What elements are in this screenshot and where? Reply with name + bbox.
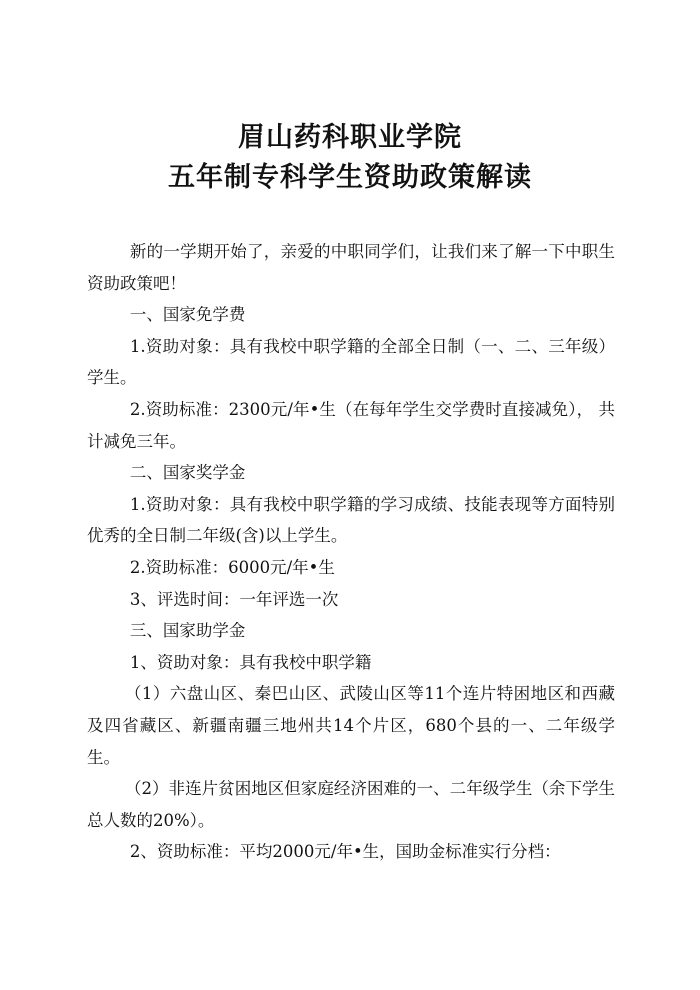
- grant-eligibility-paragraph: 1、资助对象：具有我校中职学籍: [129, 652, 372, 672]
- scholarship-standard-paragraph: 2.资助标准：6000元/年•生: [129, 557, 335, 577]
- document-title: [0, 118, 700, 198]
- grant-eligibility-item-1: （1）六盘山区、秦巴山区、武陵山区等11个连片特困地区和西藏及四省藏区、新疆南疆三地州共14个片区，680个县的一、二年级学生。: [87, 684, 615, 767]
- document-body: [87, 236, 615, 868]
- title-policy-name: 五年制专科学生资助政策解读: [168, 162, 532, 193]
- section-heading-scholarship: 二、国家奖学金: [129, 463, 246, 483]
- grant-eligibility-item-2: （2）非连片贫困地区但家庭经济困难的一、二年级学生（余下学生总人数的20%）。: [87, 779, 615, 830]
- section-heading-tuition-exemption: 一、国家免学费: [129, 305, 246, 325]
- title-school-name: 眉山药科职业学院: [238, 122, 462, 153]
- section-heading-grant: 三、国家助学金: [129, 621, 246, 641]
- grant-standard-paragraph: 2、资助标准：平均2000元/年•生，国助金标准实行分档：: [129, 842, 561, 862]
- scholarship-eligibility-paragraph: 1.资助对象：具有我校中职学籍的学习成绩、技能表现等方面特别优秀的全日制二年级(含)以上学生。: [87, 494, 615, 546]
- tuition-eligibility-paragraph: 1.资助对象：具有我校中职学籍的全部全日制（一、二、三年级）学生。: [87, 336, 615, 388]
- scholarship-schedule-paragraph: 3、评选时间：一年评选一次: [129, 589, 339, 609]
- tuition-standard-paragraph: 2.资助标准：2300元/年•生（在每年学生交学费时直接减免）， 共计减免三年。: [87, 399, 615, 451]
- intro-paragraph: 新的一学期开始了，亲爱的中职同学们，让我们来了解一下中职生资助政策吧！: [87, 242, 615, 293]
